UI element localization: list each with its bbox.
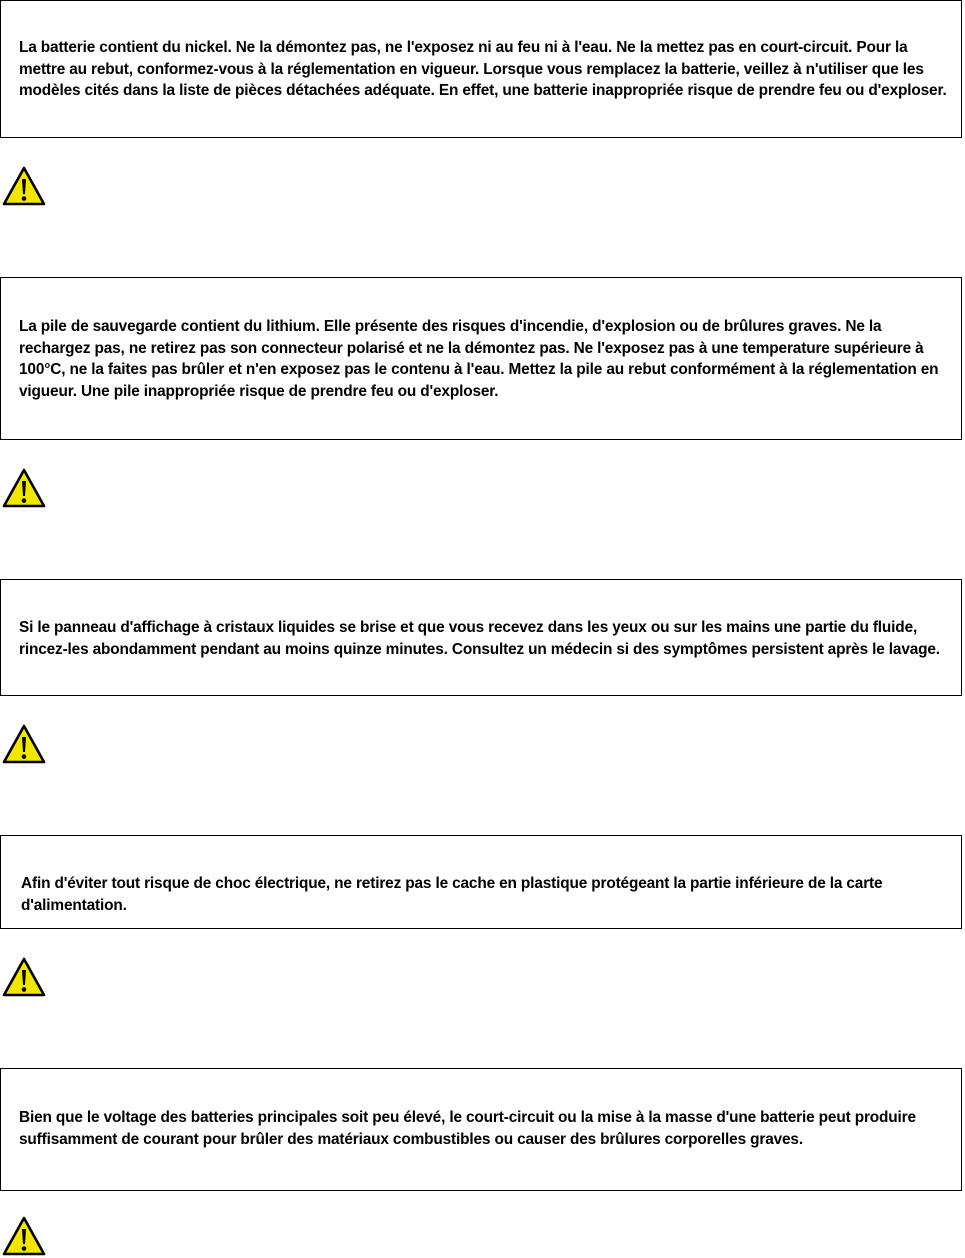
notice-text: Bien que le voltage des batteries principales soit peu élevé, le court-circuit ou la mise à la masse d'une batterie peut produire suffisamment de courant pour brûler des matériaux combustibles ou causer des brûlures corporelles graves. xyxy=(19,1109,916,1148)
notice-box-lithium-backup-battery xyxy=(0,277,962,440)
warning-triangle-icon xyxy=(2,957,46,997)
warning-triangle-icon xyxy=(2,1216,46,1256)
warning-triangle-icon xyxy=(2,724,46,764)
warning-triangle-icon xyxy=(2,468,46,508)
notice-text: Si le panneau d'affichage à cristaux liquides se brise et que vous recevez dans les yeux ou sur les mains une partie du fluide, rincez-les abondamment pendant au moins quinze minutes. Consultez un médecin si des symptômes persistent après le lavage. xyxy=(19,619,940,658)
notice-box-short-circuit xyxy=(0,1068,962,1191)
warning-triangle-icon xyxy=(2,166,46,206)
notice-box-nickel-battery xyxy=(0,0,962,138)
notice-text: La batterie contient du nickel. Ne la démontez pas, ne l'exposez ni au feu ni à l'eau. Ne la mettez pas en court-circuit. Pour la mettre au rebut, conformez-vous à la réglementation en vigueur. Lorsque vous remplacez la batterie, veillez à n'utiliser que les modèles cités dans la liste de pièces détachées adéquate. En effet, une batterie inappropriée risque de prendre feu ou d'exploser. xyxy=(19,39,947,99)
notice-text: La pile de sauvegarde contient du lithium. Elle présente des risques d'incendie, d'explosion ou de brûlures graves. Ne la rechargez pas, ne retirez pas son connecteur polarisé et ne la démontez pas. Ne l'exposez pas à une temperature supérieure à 100°C, ne la faites pas brûler et n'en exposez pas le contenu à l'eau. Mettez la pile au rebut conformément à la réglementation en vigueur. Une pile inappropriée risque de prendre feu ou d'exploser. xyxy=(19,318,939,400)
notice-text: Afin d'éviter tout risque de choc électrique, ne retirez pas le cache en plastique protégeant la partie inférieure de la carte d'alimentation. xyxy=(21,875,883,914)
notice-box-electric-shock xyxy=(0,835,962,929)
notice-box-lcd-fluid xyxy=(0,579,962,696)
